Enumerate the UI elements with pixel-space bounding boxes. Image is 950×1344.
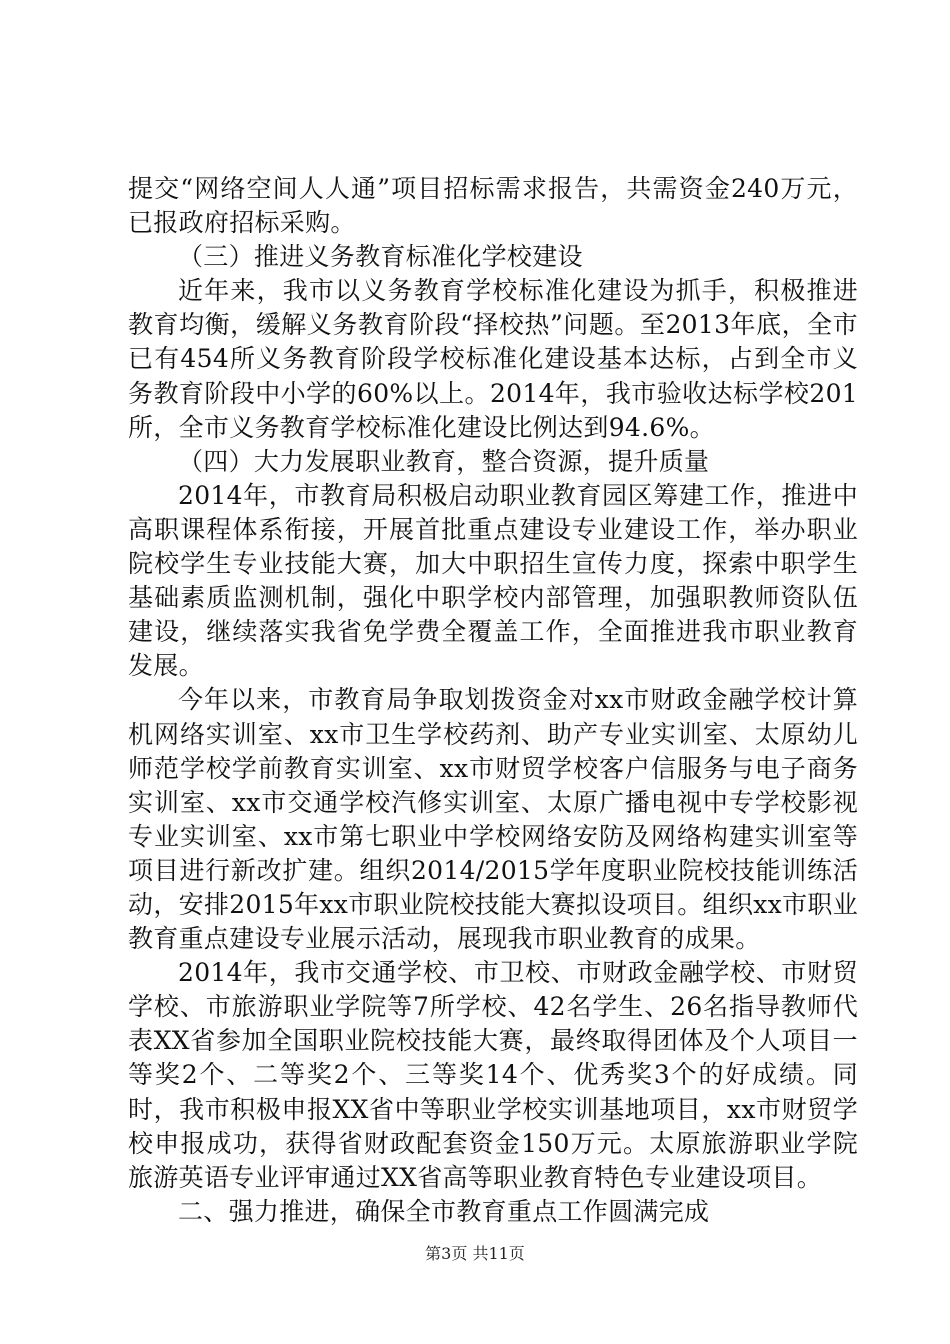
paragraph-training-rooms: 今年以来，市教育局争取划拨资金对xx市财政金融学校计算机网络实训室、xx市卫生学校药剂、助产专业实训室、太原幼儿师范学校学前教育实训室、xx市财贸学校客户信服务与电子商务实训室、xx市交通学校汽修实训室、太原广播电视中专学校影视专业实训室、xx市第七职业中学校网络安防及网络构建实训室等项目进行新改扩建。组织2014/2015学年度职业院校技能训练活动，安排2015年xx市职业院校技能大赛拟设项目。组织xx市职业教育重点建设专业展示活动，展现我市职业教育的成果。 bbox=[128, 685, 858, 954]
section-heading-part-2: 二、强力推进，确保全市教育重点工作圆满完成 bbox=[178, 1196, 710, 1226]
section-heading-4: （四）大力发展职业教育，整合资源，提升质量 bbox=[178, 446, 710, 476]
paragraph-vocational-park: 2014年，市教育局积极启动职业教育园区筹建工作，推进中高职课程体系衔接，开展首批重点建设专业建设工作，举办职业院校学生专业技能大赛，加大中职招生宣传力度，探索中职学生基础素质监测机制，强化中职学校内部管理，加强职教师资队伍建设，继续落实我省免学费全覆盖工作，全面推进我市职业教育发展。 bbox=[128, 480, 858, 681]
paragraph-standardized-schools: 近年来，我市以义务教育学校标准化建设为抓手，积极推进教育均衡，缓解义务教育阶段“择校热”问题。至2013年底，全市已有454所义务教育阶段学校标准化建设基本达标，占到全市义务教育阶段中小学的60%以上。2014年，我市验收达标学校201所，全市义务教育学校标准化建设比例达到94.6%。 bbox=[128, 276, 858, 442]
document-body bbox=[128, 172, 858, 1229]
paragraph-skills-contest: 2014年，我市交通学校、市卫校、市财政金融学校、市财贸学校、市旅游职业学院等7所学校、42名学生、26名指导教师代表XX省参加全国职业院校技能大赛，最终取得团体及个人项目一等奖2个、二等奖2个、三等奖14个、优秀奖3个的好成绩。同时，我市积极申报XX省中等职业学校实训基地项目，xx市财贸学校申报成功，获得省财政配套资金150万元。太原旅游职业学院旅游英语专业评审通过XX省高等职业教育特色专业建设项目。 bbox=[128, 958, 858, 1192]
section-heading-3: （三）推进义务教育标准化学校建设 bbox=[178, 242, 583, 272]
paragraph-continuation: 提交“网络空间人人通”项目招标需求报告，共需资金240万元，已报政府招标采购。 bbox=[128, 174, 858, 238]
page-number-footer: 第3页 共11页 bbox=[425, 1244, 525, 1263]
